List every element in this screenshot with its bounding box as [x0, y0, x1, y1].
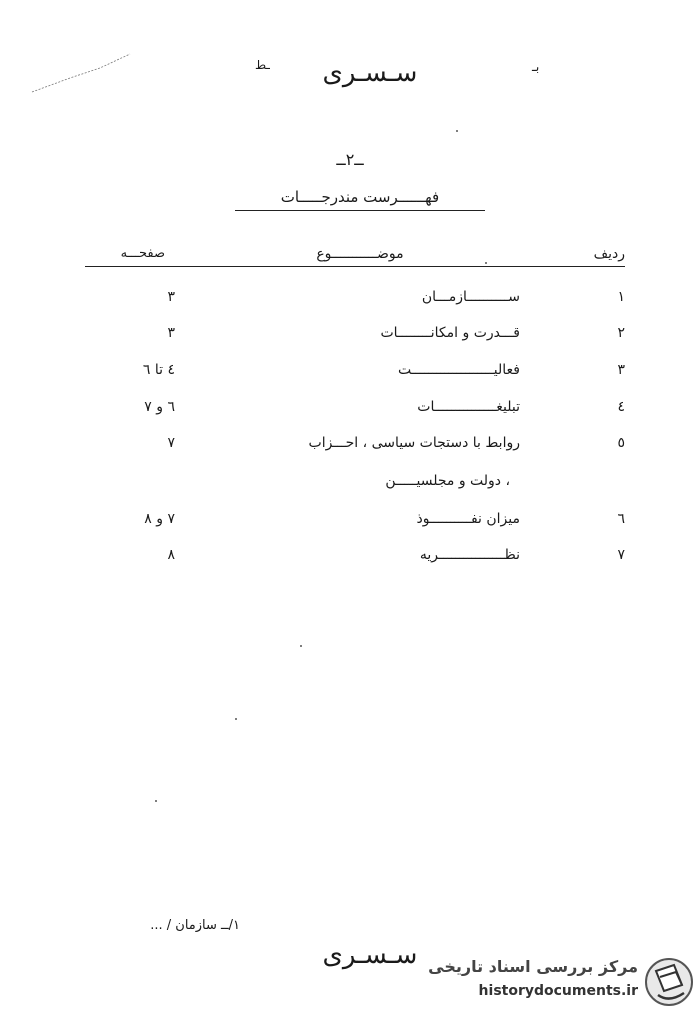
classification-stamp-top: سـسـرى	[322, 58, 418, 88]
row-number: ٤	[617, 399, 625, 415]
row-subject: فعالیــــــــــــــــــــت	[398, 362, 520, 378]
row-number: ۳	[617, 362, 625, 378]
archive-watermark	[412, 955, 694, 1011]
row-number: ٥	[617, 435, 625, 451]
row-page: ٤ تا ٦	[142, 362, 175, 378]
row-subject: میزان نفــــــــــوذ	[416, 511, 520, 527]
paper-speck	[456, 130, 458, 132]
column-header-subject: موضـــــــــــوع	[316, 246, 404, 262]
document-title: فهــــــرست مندرجـــــات	[235, 188, 485, 211]
archive-logo-icon	[644, 955, 694, 1009]
row-subject: نظــــــــــــــــریه	[419, 547, 520, 563]
row-page: ٦ و ۷	[144, 399, 175, 415]
bottom-note: ۱/ــ سازمان / ...	[150, 918, 240, 933]
paper-speck	[155, 800, 157, 802]
classification-stamp-bottom: سـسـرى	[322, 940, 418, 970]
watermark-name: مرکز بررسی اسناد تاریخی	[428, 957, 638, 976]
watermark-url: historydocuments.ir	[478, 983, 638, 999]
page-number: ــ۲ــ	[336, 150, 364, 169]
handwritten-mark-right: بـ	[532, 60, 540, 75]
paper-speck	[235, 718, 237, 720]
row-subject: تبلیغـــــــــــــــات	[417, 399, 520, 415]
row-page: ۳	[167, 325, 175, 341]
row-number: ۷	[617, 547, 625, 563]
row-subject-continuation: ، دولت و مجلسیـــــن	[385, 473, 510, 489]
handwritten-mark-left: ـط	[255, 58, 270, 72]
paper-speck	[300, 645, 302, 647]
row-subject: روابط با دستجات سیاسی ، احـــزاب	[308, 435, 520, 451]
row-page: ۷ و ۸	[144, 511, 175, 527]
pencil-scribble	[30, 50, 135, 95]
row-page: ۳	[167, 289, 175, 305]
row-number: ۲	[617, 325, 625, 341]
row-subject: قـــدرت و امکانــــــــات	[380, 325, 520, 341]
header-rule	[85, 266, 625, 267]
row-subject: ســــــــــازمـــان	[421, 289, 520, 305]
paper-speck	[485, 262, 487, 264]
row-page: ۸	[167, 547, 175, 563]
column-header-page: صفحـــه	[120, 246, 165, 261]
row-number: ۱	[617, 289, 625, 305]
row-number: ٦	[617, 511, 625, 527]
column-header-row: ردیف	[593, 246, 625, 262]
row-page: ۷	[167, 435, 175, 451]
